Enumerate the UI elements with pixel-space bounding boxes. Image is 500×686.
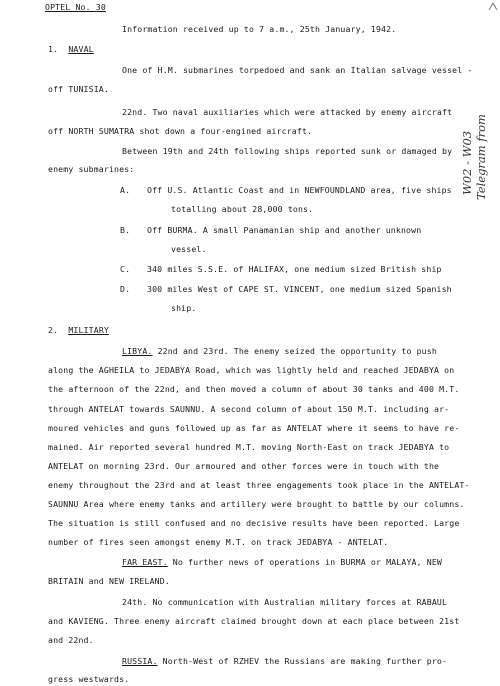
list-item-text: totalling about 28,000 tons. <box>171 204 314 214</box>
list-item-letter: C. <box>120 264 131 274</box>
naval-paragraph-line: 22nd. Two naval auxiliaries which were attacked by enemy aircraft <box>122 107 453 117</box>
list-item-text: 300 miles West of CAPE ST. VINCENT, one medium sized Spanish <box>147 284 452 294</box>
russia-line: gress westwards. <box>48 674 130 684</box>
libya-line: ANTELAT on morning 23rd. Our armoured and other forces were in touch with the <box>48 461 440 471</box>
corner-mark-icon <box>486 0 500 14</box>
libya-line: SAUNNU Area where enemy tanks and artillery were brought to battle by our columns. <box>48 499 465 509</box>
far-east-label: FAR EAST. <box>122 557 168 567</box>
libya-line: enemy throughout the 23rd and at least three engagements took place in the ANTELAT- <box>48 480 470 490</box>
libya-line: through ANTELAT towards SAUNNU. A second column of about 150 M.T. including ar- <box>48 404 450 414</box>
list-item-text: ship. <box>171 303 197 313</box>
section-title: MILITARY <box>68 325 109 335</box>
paragraph-24th-line: and 22nd. <box>48 635 94 645</box>
list-item-text: vessel. <box>171 244 207 254</box>
far-east-line: FAR EAST. No further news of operations in BURMA or MALAYA, NEW <box>122 557 443 567</box>
list-item-text: 340 miles S.S.E. of HALIFAX, one medium sized British ship <box>147 264 442 274</box>
naval-paragraph-line: off NORTH SUMATRA shot down a four-engined aircraft. <box>48 126 313 136</box>
naval-paragraph-line: off TUNISIA. <box>48 84 109 94</box>
naval-paragraph-line: enemy submarines: <box>48 164 135 174</box>
paragraph-24th-line: and KAVIENG. Three enemy aircraft claimed brought down at each place between 21st <box>48 616 460 626</box>
section-title: NAVAL <box>68 44 94 54</box>
section-number: 1. <box>48 44 59 54</box>
libya-line: LIBYA. 22nd and 23rd. The enemy seized the opportunity to push <box>122 346 437 356</box>
list-item-text: Off U.S. Atlantic Coast and in NEWFOUNDLAND area, five ships <box>147 185 452 195</box>
russia-line: RUSSIA. North-West of RZHEV the Russians are making further pro- <box>122 656 448 666</box>
libya-label: LIBYA. <box>122 346 153 356</box>
section-military-heading <box>48 325 109 335</box>
list-item-text: Off BURMA. A small Panamanian ship and another unknown <box>147 225 422 235</box>
libya-line: along the AGHEILA to JEDABYA Road, which was lightly held and reached JEDABYA on <box>48 365 455 375</box>
list-item-letter: B. <box>120 225 131 235</box>
section-naval-heading <box>48 44 94 54</box>
far-east-line: BRITAIN and NEW IRELAND. <box>48 576 170 586</box>
naval-paragraph-line: Between 19th and 24th following ships reported sunk or damaged by <box>122 146 453 156</box>
section-number: 2. <box>48 325 59 335</box>
naval-paragraph-line: One of H.M. submarines torpedoed and sank an Italian salvage vessel - <box>122 65 473 75</box>
list-item-letter: A. <box>120 185 131 195</box>
list-item-letter: D. <box>120 284 131 294</box>
margin-note-reference: W02 - W03 <box>460 130 474 195</box>
margin-note-telegram: Telegram from <box>474 114 488 200</box>
russia-label: RUSSIA. <box>122 656 158 666</box>
information-line: Information received up to 7 a.m., 25th January, 1942. <box>122 24 397 34</box>
libya-line: number of fires seen amongst enemy M.T. on track JEDABYA - ANTELAT. <box>48 537 389 547</box>
paragraph-24th-line: 24th. No communication with Australian military forces at RABAUL <box>122 597 448 607</box>
libya-line: the afternoon of the 22nd, and then moved a column of about 30 tanks and 400 M.T. <box>48 384 460 394</box>
libya-line: moured vehicles and guns followed up as far as ANTELAT where it seems to have re- <box>48 423 460 433</box>
libya-line: mained. Air reported several hundred M.T. moving North-East on track JEDABYA to <box>48 442 450 452</box>
document-reference: OPTEL No. 30 <box>45 2 106 12</box>
libya-line: The situation is still confused and no decisive results have been reported. Large <box>48 518 460 528</box>
